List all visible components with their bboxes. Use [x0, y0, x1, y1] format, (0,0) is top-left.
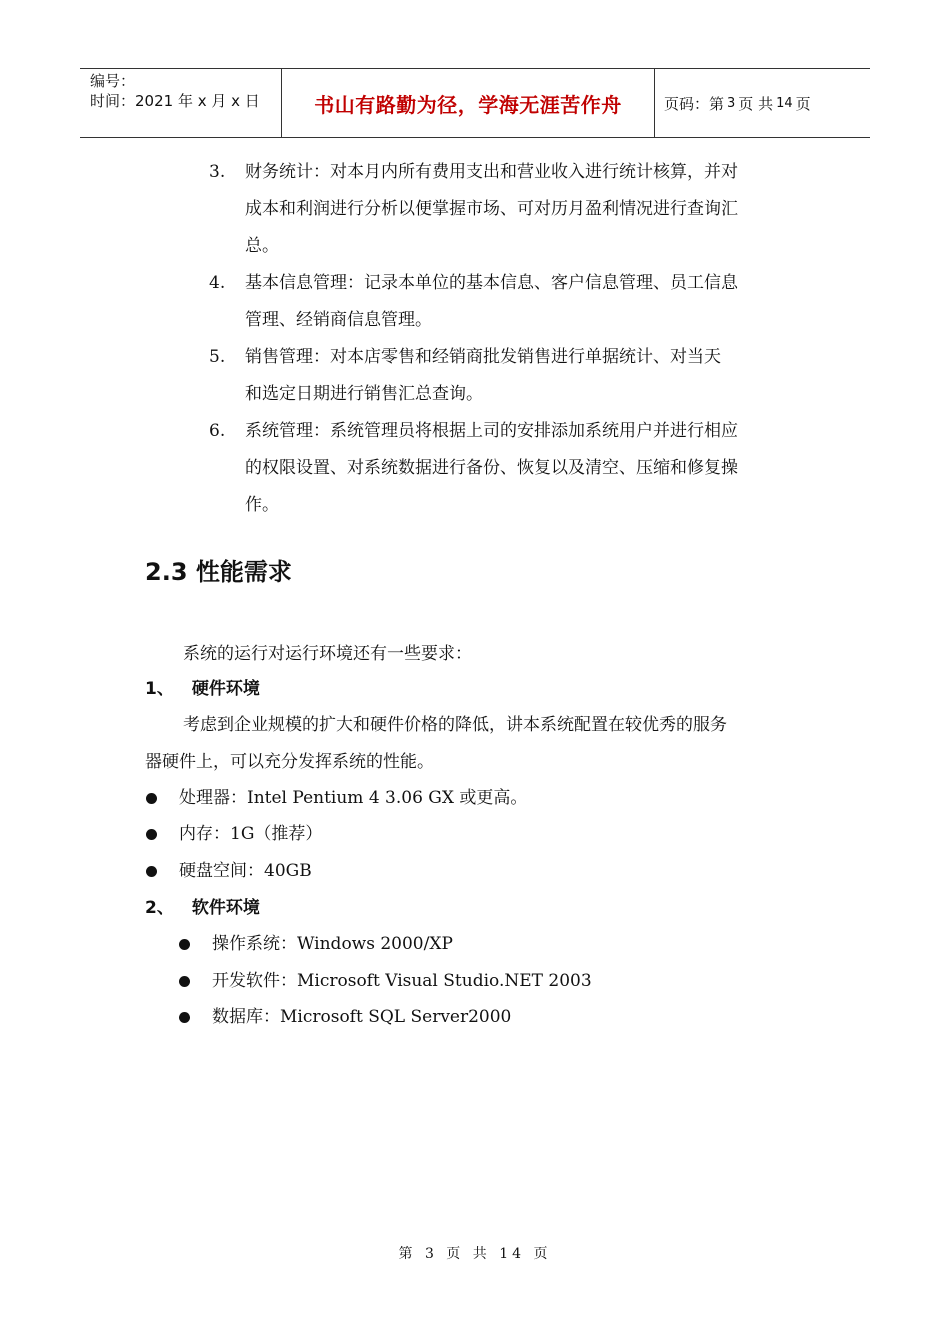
list-text: 成本和利润进行分析以便掌握市场、可对历月盈利情况进行查询汇	[245, 199, 738, 219]
hardware-heading	[145, 675, 260, 703]
bullet-text: 硬盘空间：40GB	[179, 861, 312, 881]
bullet-icon	[146, 866, 157, 877]
hardware-paragraph-line: 考虑到企业规模的扩大和硬件价格的降低，讲本系统配置在较优秀的服务	[183, 715, 727, 735]
bullet-icon	[146, 829, 157, 840]
heading-number: 1、	[145, 679, 174, 699]
bullet-icon	[146, 793, 157, 804]
heading-number: 2、	[145, 898, 174, 918]
software-bullet	[212, 967, 592, 995]
bullet-text: 处理器：Intel Pentium 4 3.06 GX 或更高。	[179, 788, 528, 808]
page-current: 3	[727, 95, 736, 111]
list-number: 3.	[209, 162, 226, 182]
bullet-text: 内存：1G（推荐）	[179, 824, 323, 844]
doc-time-label: 时间：2021 年 x 月 x 日	[90, 92, 260, 110]
hardware-bullet	[179, 820, 322, 848]
list-text: 和选定日期进行销售汇总查询。	[245, 384, 483, 404]
list-number: 4.	[209, 273, 226, 293]
heading-text: 软件环境	[191, 898, 260, 918]
hardware-bullet	[179, 857, 312, 885]
list-text: 销售管理：对本店零售和经销商批发销售进行单据统计、对当天	[245, 347, 721, 367]
page-suffix: 页	[795, 94, 811, 113]
bullet-text: 操作系统：Windows 2000/XP	[212, 934, 453, 954]
list-text: 管理、经销商信息管理。	[245, 310, 432, 330]
header-page-indicator	[664, 69, 811, 137]
list-text: 财务统计：对本月内所有费用支出和营业收入进行统计核算，并对	[245, 162, 738, 182]
header-meta	[90, 71, 260, 111]
list-text: 基本信息管理：记录本单位的基本信息、客户信息管理、员工信息	[245, 273, 738, 293]
software-heading	[145, 894, 260, 922]
header-motto: 书山有路勤为径，学海无涯苦作舟	[314, 92, 622, 117]
software-bullet	[212, 1003, 511, 1031]
bullet-icon	[179, 1012, 190, 1023]
list-item	[209, 154, 819, 265]
heading-text: 硬件环境	[191, 679, 260, 699]
list-text: 作。	[245, 495, 279, 515]
bullet-text: 数据库：Microsoft SQL Server2000	[212, 1007, 512, 1027]
page-mid: 页 共	[738, 94, 774, 113]
bullet-text: 开发软件：Microsoft Visual Studio.NET 2003	[212, 971, 592, 991]
list-text: 系统管理：系统管理员将根据上司的安排添加系统用户并进行相应	[245, 421, 738, 441]
hardware-bullet	[179, 784, 527, 812]
page-footer: 第 3 页 共 14 页	[398, 1246, 552, 1262]
list-text: 总。	[245, 236, 279, 256]
section-heading: 2.3 性能需求	[145, 558, 292, 586]
hardware-paragraph-line: 器硬件上，可以充分发挥系统的性能。	[145, 752, 434, 772]
intro-paragraph: 系统的运行对运行环境还有一些要求：	[183, 644, 472, 664]
bullet-icon	[179, 939, 190, 950]
software-bullet	[212, 930, 453, 958]
list-number: 5.	[209, 347, 226, 367]
feature-list	[209, 154, 819, 524]
list-item	[209, 265, 819, 339]
bullet-icon	[179, 976, 190, 987]
list-number: 6.	[209, 421, 226, 441]
header-divider	[654, 69, 655, 137]
list-text: 的权限设置、对系统数据进行备份、恢复以及清空、压缩和修复操	[245, 458, 738, 478]
doc-number-label: 编号：	[90, 72, 136, 90]
page-header	[80, 68, 870, 138]
page-total: 14	[776, 95, 793, 111]
list-item	[209, 413, 819, 524]
page-prefix: 页码：第	[664, 94, 725, 113]
list-item	[209, 339, 819, 413]
